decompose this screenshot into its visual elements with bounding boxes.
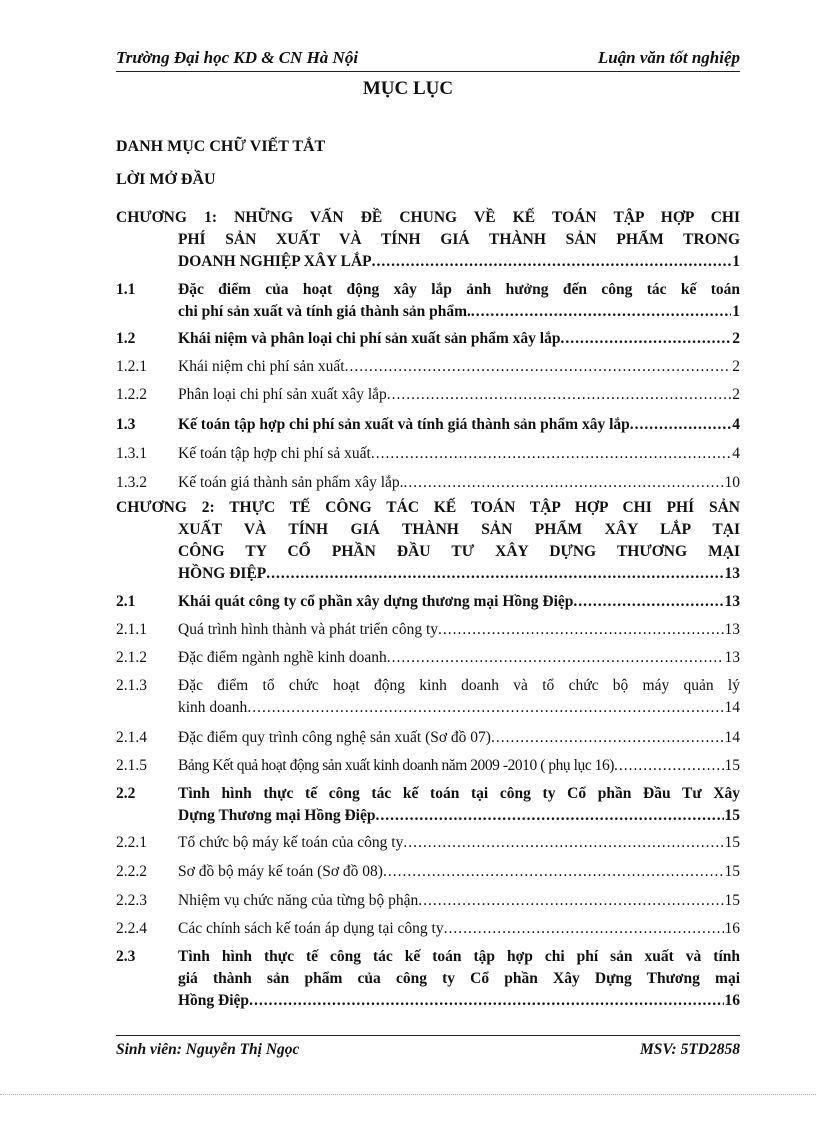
footer-student-id: MSV: 5TD2858 bbox=[639, 1041, 740, 1058]
document-page: Trường Đại học KD & CN Hà Nội Luận văn tốt nghiệp MỤC LỤC DANH MỤC CHỮ VIẾT TẮT LỜI MỞ ĐẦU CHƯƠNG 1: NHỮNG VẤN ĐỀ CHUNG VỀ KẾ TOÁN TẬP HỢP CHI PHÍ SẢN XUẤT VÀ TÍNH GIÁ THÀNH SẢN PHẨM TRONG DOANH NGHIỆP XÂY LẮP ..... 1 1.1 Đặc điểm của hoạt động xây lắp ảnh hưởng đến công tác kế toán chi phí sản xuất và tính giá thành sản phẩm. ..... 1 1.2 Khái niệm và phân loại chi phí sản xuất sản phẩm xây lắp ..... 2 1.2.1 Khái niệm chi phí sản xuất ..... 2 1.2.2 Phân loại chi phí sản xuất xây lắp ..... 2 1.3 Kế toán tập hợp chi phí sản xuất và tính giá thành sản phẩm xây lắp ..... 4 1.3.1 Kế toán tập hợp chi phí sả xuất ..... 4 1.3.2 Kế toán giá thành sản phẩm xây lắp. ..... 10 CHƯƠNG 2: THỰC TẾ CÔNG TÁC KẾ TOÁN TẬP HỢP CHI PHÍ SẢN XUẤT VÀ TÍNH GIÁ THÀNH SẢN PHẨM XÂY LẮP TẠI CÔNG TY CỔ PHẦN ĐẦU TƯ XÂY DỰNG THƯƠNG MẠI HỒNG ĐIỆP ..... 13 2.1 Khái quát công ty cổ phần xây dựng thương mại Hồng Điệp ..... 13 2.1.1 Quá trình hình thành và phát triển công ty ..... 13 2.1.2 Đặc điểm ngành nghề kinh doanh ..... 13 2.1.3 Đặc điểm tổ chức hoạt động kinh doanh và tổ chức bộ máy quản lý kinh doanh ..... 14 2.1.4 Đặc điểm quy trình công nghệ sản xuất (Sơ đồ 07) ..... 14 2.1.5 Bảng Kết quả hoạt động sản xuất kinh doanh năm 2009 -2010 ( phụ lục 16) ..... 15 2.2 Tình hình thực tế công tác kế toán tại công ty Cổ phần Đầu Tư Xây Dựng Thương mại Hồng Điệp ..... 15 2.2.1 Tổ chức bộ máy kế toán của công ty ..... 15 2.2.2 Sơ đồ bộ máy kế toán (Sơ đồ 08) ..... 15 2.2.3 Nhiệm vụ chức năng của từng bộ phận ..... 15 2.2.4 Các chính sách kế toán áp dụng tại công ty ..... 16 2.3 Tình hình thực tế công tác kế toán tập hợp chi phí sản xuất và tính giá thành sản phẩm của công ty Cổ phần Xây Dựng Thương mại Hồng Điệp ..... 16 Sinh viên: Nguyễn Thị Ngọc MSV: 5TD2858 bbox=[0, 0, 816, 1123]
header-thesis-label: Luận văn tốt nghiệp bbox=[597, 48, 740, 67]
toc-abbreviations: DANH MỤC CHỮ VIẾT TẮT bbox=[116, 138, 326, 155]
toc-introduction: LỜI MỞ ĐẦU bbox=[116, 171, 216, 188]
toc-page-number: 1 bbox=[732, 253, 740, 270]
footer-student: Sinh viên: Nguyễn Thị Ngọc bbox=[116, 1041, 300, 1058]
header-rule bbox=[116, 71, 740, 72]
page-title: MỤC LỤC bbox=[362, 78, 454, 99]
footer-rule bbox=[116, 1035, 740, 1036]
header-university: Trường Đại học KD & CN Hà Nội bbox=[116, 48, 359, 67]
page-header bbox=[116, 48, 740, 70]
page-break-line bbox=[0, 1094, 816, 1095]
